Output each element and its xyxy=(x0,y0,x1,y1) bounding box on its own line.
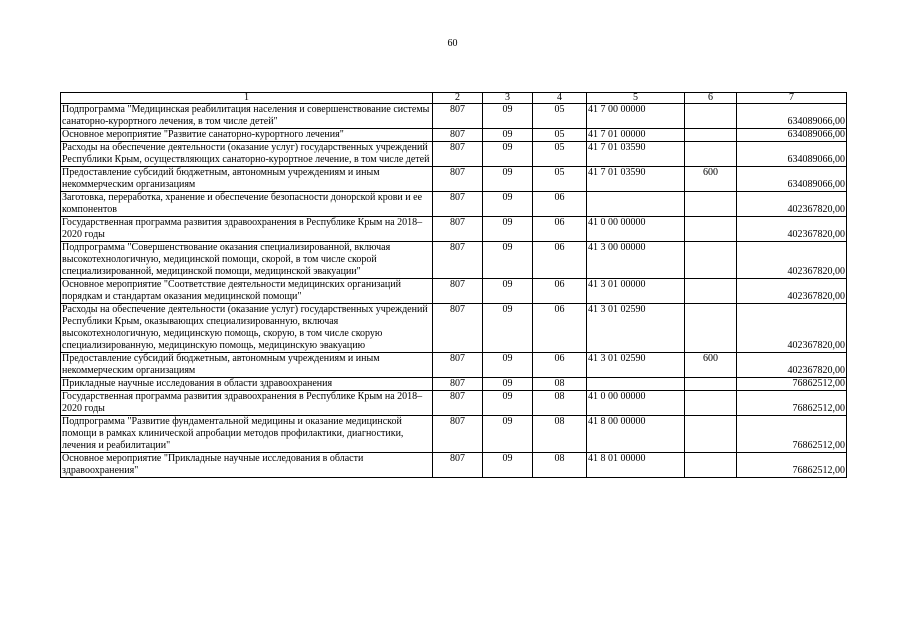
row-section-cell: 09 xyxy=(483,304,533,353)
row-amount-cell: 634089066,00 xyxy=(737,167,847,192)
row-amount-cell: 402367820,00 xyxy=(737,192,847,217)
row-code-cell: 807 xyxy=(433,279,483,304)
row-name-cell: Подпрограмма "Развитие фундаментальной медицины и оказание медицинской помощи в рамках клинической апробации методов профилактики, диагностики, лечения и реабилитации" xyxy=(61,416,433,453)
row-type-cell xyxy=(685,453,737,478)
row-target-cell: 41 7 00 00000 xyxy=(587,104,685,129)
row-subsection-cell: 06 xyxy=(533,217,587,242)
table-row xyxy=(61,217,847,242)
column-header: 1 xyxy=(61,93,433,104)
row-section-cell: 09 xyxy=(483,167,533,192)
table-row xyxy=(61,167,847,192)
row-subsection-cell: 05 xyxy=(533,142,587,167)
row-type-cell xyxy=(685,378,737,391)
row-target-cell: 41 3 01 02590 xyxy=(587,304,685,353)
row-section-cell: 09 xyxy=(483,104,533,129)
header-row xyxy=(61,93,847,104)
row-section-cell: 09 xyxy=(483,279,533,304)
row-target-cell: 41 8 00 00000 xyxy=(587,416,685,453)
row-code-cell: 807 xyxy=(433,217,483,242)
row-code-cell: 807 xyxy=(433,391,483,416)
table-row xyxy=(61,391,847,416)
row-amount-cell: 402367820,00 xyxy=(737,304,847,353)
row-type-cell xyxy=(685,192,737,217)
row-type-cell xyxy=(685,217,737,242)
row-subsection-cell: 08 xyxy=(533,453,587,478)
row-subsection-cell: 05 xyxy=(533,129,587,142)
row-subsection-cell: 08 xyxy=(533,378,587,391)
row-code-cell: 807 xyxy=(433,167,483,192)
table-row xyxy=(61,416,847,453)
row-section-cell: 09 xyxy=(483,453,533,478)
column-header: 7 xyxy=(737,93,847,104)
row-amount-cell: 402367820,00 xyxy=(737,279,847,304)
row-amount-cell: 634089066,00 xyxy=(737,142,847,167)
row-code-cell: 807 xyxy=(433,104,483,129)
row-amount-cell: 76862512,00 xyxy=(737,378,847,391)
row-target-cell: 41 0 00 00000 xyxy=(587,391,685,416)
row-code-cell: 807 xyxy=(433,353,483,378)
row-code-cell: 807 xyxy=(433,242,483,279)
row-subsection-cell: 08 xyxy=(533,416,587,453)
row-subsection-cell: 06 xyxy=(533,353,587,378)
column-header: 4 xyxy=(533,93,587,104)
column-header: 3 xyxy=(483,93,533,104)
row-target-cell: 41 7 01 00000 xyxy=(587,129,685,142)
row-section-cell: 09 xyxy=(483,416,533,453)
row-code-cell: 807 xyxy=(433,304,483,353)
page-number: 60 xyxy=(447,38,458,49)
row-amount-cell: 634089066,00 xyxy=(737,104,847,129)
row-subsection-cell: 05 xyxy=(533,167,587,192)
row-type-cell xyxy=(685,304,737,353)
column-header: 2 xyxy=(433,93,483,104)
row-section-cell: 09 xyxy=(483,192,533,217)
row-amount-cell: 76862512,00 xyxy=(737,416,847,453)
row-target-cell xyxy=(587,378,685,391)
row-amount-cell: 402367820,00 xyxy=(737,353,847,378)
table-row xyxy=(61,304,847,353)
row-name-cell: Прикладные научные исследования в области здравоохранения xyxy=(61,378,433,391)
row-target-cell: 41 3 00 00000 xyxy=(587,242,685,279)
row-type-cell xyxy=(685,391,737,416)
row-type-cell xyxy=(685,142,737,167)
row-target-cell: 41 7 01 03590 xyxy=(587,167,685,192)
row-target-cell: 41 8 01 00000 xyxy=(587,453,685,478)
row-name-cell: Подпрограмма "Совершенствование оказания специализированной, включая высокотехнологичную, медицинской помощи, скорой, в том числе скорой специализированной, медицинской помощи, медицинской эвакуации" xyxy=(61,242,433,279)
row-name-cell: Заготовка, переработка, хранение и обеспечение безопасности донорской крови и ее компонентов xyxy=(61,192,433,217)
row-type-cell: 600 xyxy=(685,167,737,192)
row-type-cell xyxy=(685,129,737,142)
row-section-cell: 09 xyxy=(483,142,533,167)
row-subsection-cell: 06 xyxy=(533,242,587,279)
row-amount-cell: 634089066,00 xyxy=(737,129,847,142)
row-target-cell: 41 7 01 03590 xyxy=(587,142,685,167)
table-row xyxy=(61,378,847,391)
row-subsection-cell: 05 xyxy=(533,104,587,129)
row-target-cell: 41 0 00 00000 xyxy=(587,217,685,242)
table-row xyxy=(61,453,847,478)
row-name-cell: Предоставление субсидий бюджетным, автономным учреждениям и иным некоммерческим организациям xyxy=(61,167,433,192)
row-name-cell: Основное мероприятие "Развитие санаторно-курортного лечения" xyxy=(61,129,433,142)
row-name-cell: Государственная программа развития здравоохранения в Республике Крым на 2018–2020 годы xyxy=(61,391,433,416)
row-subsection-cell: 08 xyxy=(533,391,587,416)
table-row xyxy=(61,142,847,167)
row-amount-cell: 402367820,00 xyxy=(737,242,847,279)
table-row xyxy=(61,129,847,142)
row-subsection-cell: 06 xyxy=(533,192,587,217)
row-amount-cell: 402367820,00 xyxy=(737,217,847,242)
row-name-cell: Основное мероприятие "Соответствие деятельности медицинских организаций порядкам и стандартам оказания медицинской помощи" xyxy=(61,279,433,304)
row-section-cell: 09 xyxy=(483,378,533,391)
row-code-cell: 807 xyxy=(433,142,483,167)
row-name-cell: Подпрограмма "Медицинская реабилитация населения и совершенствование системы санаторно-курортного лечения, в том числе детей" xyxy=(61,104,433,129)
row-amount-cell: 76862512,00 xyxy=(737,391,847,416)
table-row xyxy=(61,279,847,304)
row-name-cell: Основное мероприятие "Прикладные научные исследования в области здравоохранения" xyxy=(61,453,433,478)
row-section-cell: 09 xyxy=(483,217,533,242)
row-code-cell: 807 xyxy=(433,129,483,142)
row-code-cell: 807 xyxy=(433,192,483,217)
table-row xyxy=(61,353,847,378)
row-name-cell: Расходы на обеспечение деятельности (оказание услуг) государственных учреждений Республики Крым, оказывающих специализированную, включая высокотехнологичную, медицинскую помощь, скорую, в том числе скорую специализированную, медицинскую помощь, медицинскую эвакуацию xyxy=(61,304,433,353)
row-type-cell xyxy=(685,242,737,279)
row-target-cell: 41 3 01 02590 xyxy=(587,353,685,378)
row-section-cell: 09 xyxy=(483,129,533,142)
table-row xyxy=(61,104,847,129)
row-amount-cell: 76862512,00 xyxy=(737,453,847,478)
table-row xyxy=(61,192,847,217)
row-code-cell: 807 xyxy=(433,378,483,391)
row-section-cell: 09 xyxy=(483,353,533,378)
row-type-cell xyxy=(685,416,737,453)
row-subsection-cell: 06 xyxy=(533,304,587,353)
row-section-cell: 09 xyxy=(483,242,533,279)
budget-table xyxy=(60,92,847,478)
row-type-cell: 600 xyxy=(685,353,737,378)
row-name-cell: Государственная программа развития здравоохранения в Республике Крым на 2018–2020 годы xyxy=(61,217,433,242)
column-header: 5 xyxy=(587,93,685,104)
row-target-cell: 41 3 01 00000 xyxy=(587,279,685,304)
row-name-cell: Предоставление субсидий бюджетным, автономным учреждениям и иным некоммерческим организациям xyxy=(61,353,433,378)
row-target-cell xyxy=(587,192,685,217)
row-subsection-cell: 06 xyxy=(533,279,587,304)
row-name-cell: Расходы на обеспечение деятельности (оказание услуг) государственных учреждений Республики Крым, осуществляющих санаторно-курортное лечение, в том числе детей xyxy=(61,142,433,167)
row-type-cell xyxy=(685,104,737,129)
row-code-cell: 807 xyxy=(433,416,483,453)
column-header: 6 xyxy=(685,93,737,104)
row-section-cell: 09 xyxy=(483,391,533,416)
row-code-cell: 807 xyxy=(433,453,483,478)
row-type-cell xyxy=(685,279,737,304)
table-row xyxy=(61,242,847,279)
